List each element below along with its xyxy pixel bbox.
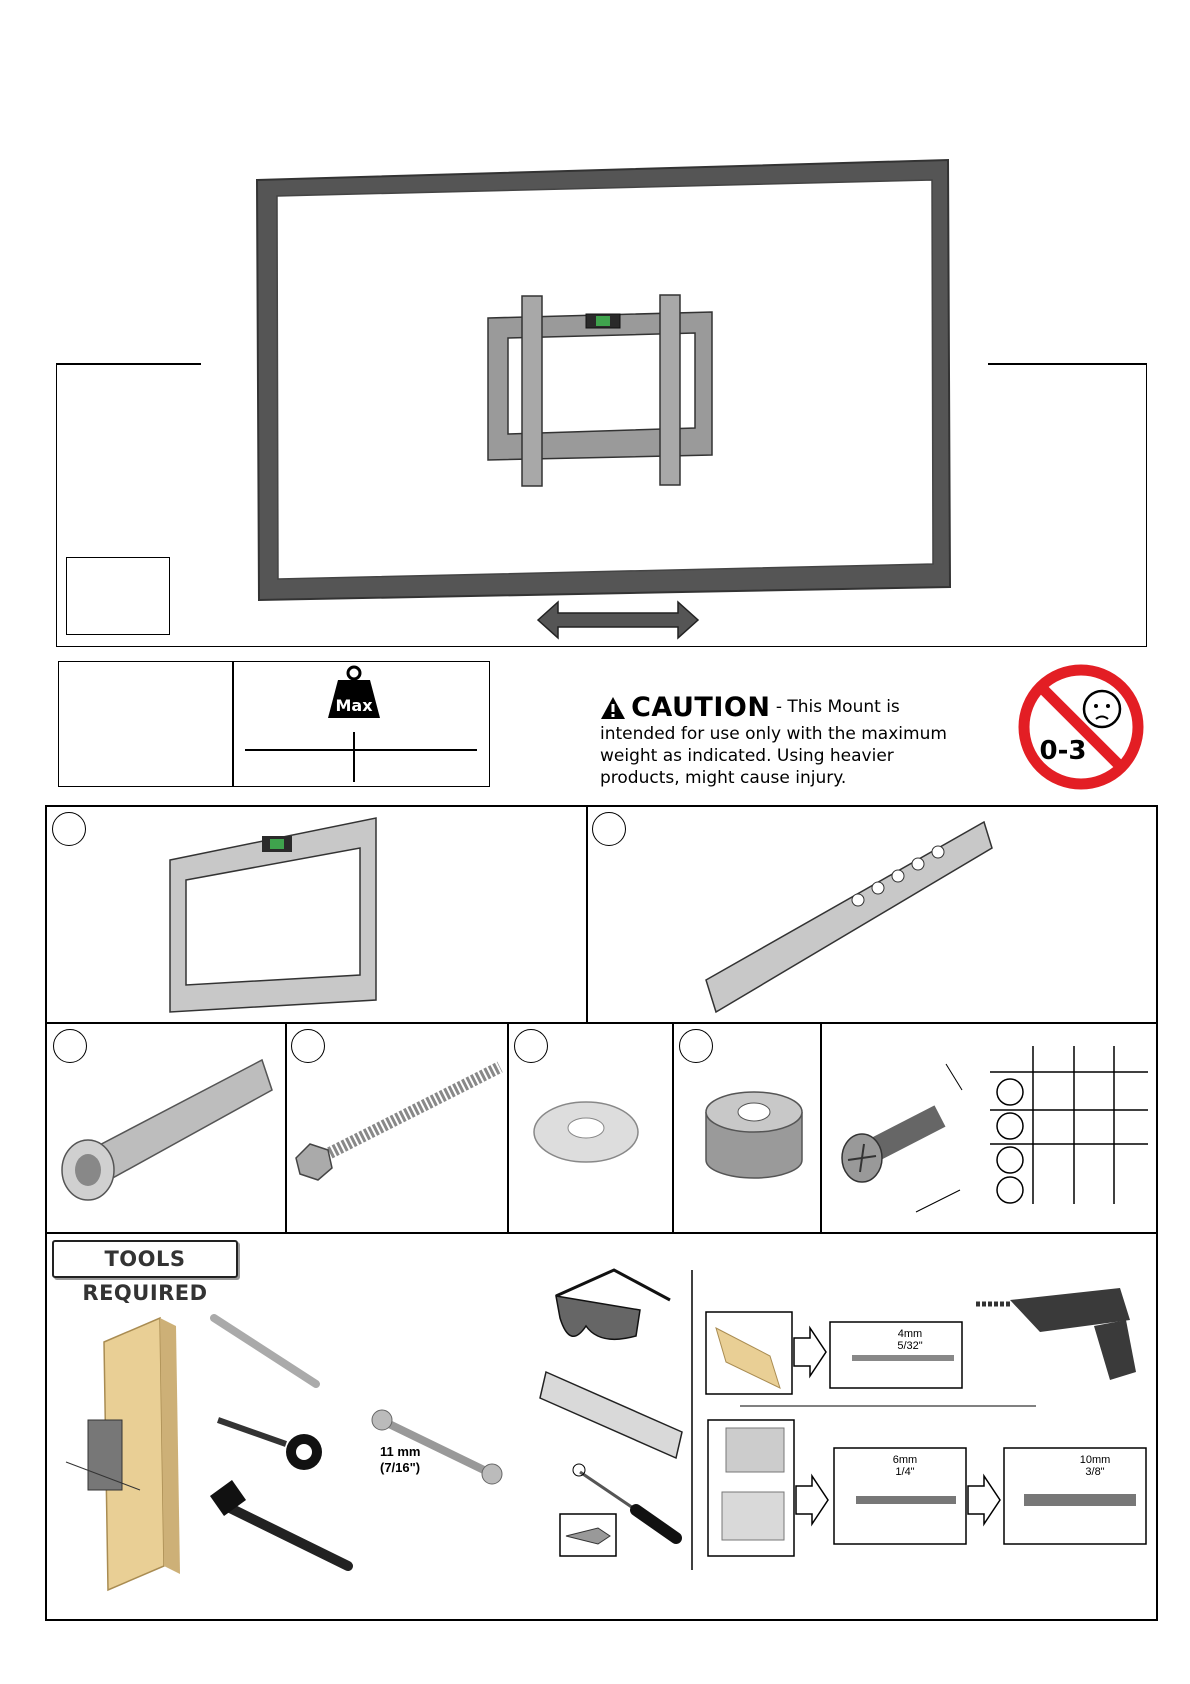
tools-required-title: TOOLS REQUIRED	[52, 1240, 238, 1278]
cinder-block-icon	[722, 1492, 784, 1540]
spirit-level-icon	[540, 1372, 682, 1458]
arrow-right-icon-3	[968, 1476, 1000, 1524]
masonry-final-metric: 10mm	[1079, 1454, 1111, 1466]
pencil-icon	[214, 1318, 316, 1384]
caution-title: CAUTION	[631, 692, 771, 723]
safety-glasses-icon	[556, 1270, 670, 1339]
power-drill-icon	[976, 1288, 1136, 1380]
wrench-size-label	[380, 1444, 420, 1476]
masonry-pilot-bit-size	[880, 1454, 930, 1478]
hammer-icon	[210, 1480, 348, 1566]
arrow-right-icon	[794, 1328, 826, 1376]
wrench-size-metric: 11 mm	[380, 1444, 421, 1459]
age-label: 0-3	[1039, 736, 1087, 766]
weight-max-label: Max	[335, 696, 373, 715]
masonry-pilot-imperial: 1/4"	[895, 1466, 915, 1478]
masonry-pilot-metric: 6mm	[892, 1454, 918, 1466]
tape-measure-icon	[218, 1420, 322, 1470]
wrench-size-imperial: (7/16")	[380, 1460, 421, 1475]
masonry-final-bit-size	[1070, 1454, 1120, 1478]
wood-bit-metric: 4mm	[897, 1328, 923, 1340]
caution-body: intended for use only with the maximum weight as indicated. Using heavier products, might cause injury.	[600, 724, 947, 788]
concrete-block-icon	[726, 1428, 784, 1472]
caution-lead: - This Mount is	[770, 697, 900, 717]
wood-bit-size	[880, 1328, 940, 1352]
masonry-final-imperial: 3/8"	[1085, 1466, 1105, 1478]
arrow-right-icon-2	[796, 1476, 828, 1524]
screwdriver-icon	[560, 1464, 676, 1556]
wood-bit-imperial: 5/32"	[897, 1340, 923, 1352]
